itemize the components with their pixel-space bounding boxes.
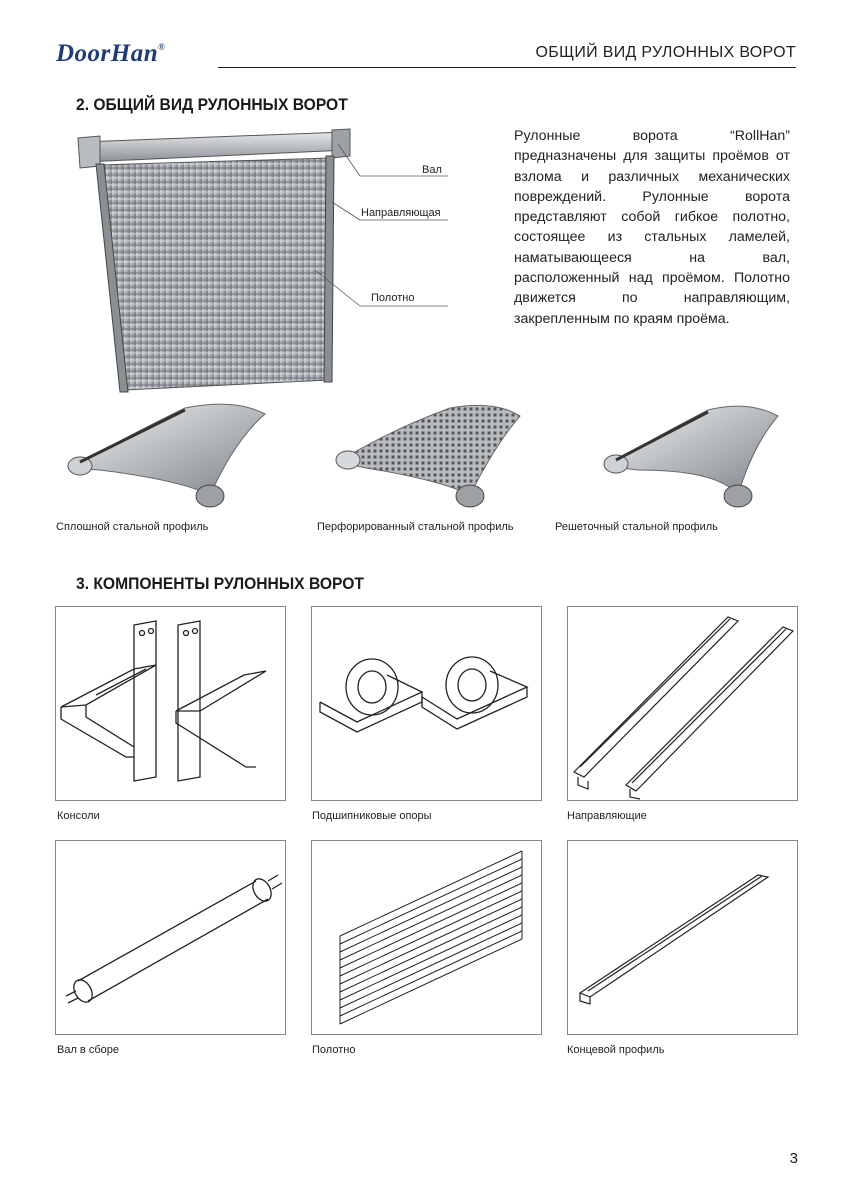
guides-drawing	[568, 607, 797, 800]
component-caption-bearings: Подшипниковые опоры	[312, 810, 432, 822]
component-box-shaft	[55, 840, 286, 1035]
callout-curtain: Полотно	[371, 292, 415, 304]
header-title: ОБЩИЙ ВИД РУЛОННЫХ ВОРОТ	[535, 44, 796, 61]
header-divider	[218, 67, 796, 68]
component-caption-curtain: Полотно	[312, 1044, 356, 1056]
component-box-guides	[567, 606, 798, 801]
solid-profile-illustration	[60, 400, 280, 515]
grid-profile-illustration	[598, 400, 788, 515]
logo-registered-mark: ®	[158, 42, 166, 52]
profile-caption-solid: Сплошной стальной профиль	[56, 521, 209, 533]
component-box-curtain	[311, 840, 542, 1035]
logo-text: DoorHan	[56, 40, 159, 67]
end-profile-drawing	[568, 841, 797, 1034]
shaft-drawing	[56, 841, 285, 1034]
profile-caption-grid: Решеточный стальной профиль	[555, 521, 718, 533]
component-caption-shaft: Вал в сборе	[57, 1044, 119, 1056]
callout-shaft: Вал	[422, 164, 442, 176]
perforated-profile-illustration	[330, 400, 530, 515]
callout-guide: Направляющая	[361, 207, 441, 219]
rolling-door-illustration	[70, 120, 460, 400]
component-caption-consoles: Консоли	[57, 810, 100, 822]
section-3-title: 3. КОМПОНЕНТЫ РУЛОННЫХ ВОРОТ	[76, 574, 364, 593]
component-caption-end-profile: Концевой профиль	[567, 1044, 665, 1056]
bearings-drawing	[312, 607, 541, 800]
doorhan-logo	[56, 40, 165, 68]
door-description: Рулонные ворота “RollHan” предназначены для защиты проёмов от взлома и различных механических повреждений. Рулонные ворота представляют собой гибкое полотно, состоящее из стальных ламелей, наматывающееся на вал, расположенный над проёмом. Полотно движется по направляющим, закрепленным по краям проёма.	[514, 128, 790, 327]
component-box-consoles	[55, 606, 286, 801]
section-2-title: 2. ОБЩИЙ ВИД РУЛОННЫХ ВОРОТ	[76, 95, 348, 114]
curtain-drawing	[312, 841, 541, 1034]
consoles-drawing	[56, 607, 285, 800]
component-box-bearings	[311, 606, 542, 801]
profile-caption-perforated: Перфорированный стальной профиль	[317, 521, 514, 533]
component-caption-guides: Направляющие	[567, 810, 647, 822]
page-number: 3	[789, 1150, 798, 1167]
component-box-end-profile	[567, 840, 798, 1035]
